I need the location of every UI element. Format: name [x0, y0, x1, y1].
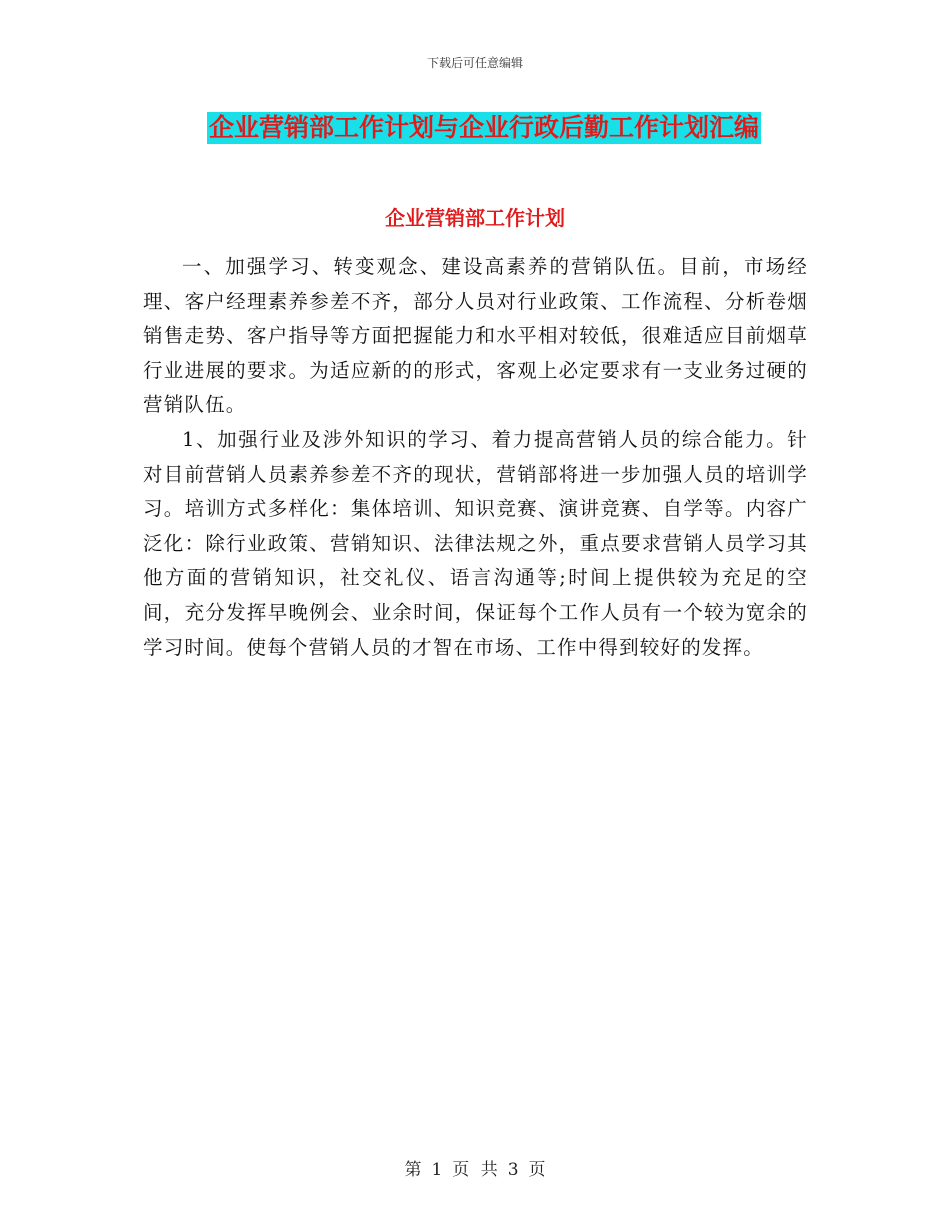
page-footer	[0, 1155, 950, 1180]
footer-suffix: 页	[528, 1160, 546, 1180]
footer-page-number: 1	[431, 1160, 443, 1180]
body-text	[143, 250, 808, 665]
header-note: 下载后可任意编辑	[426, 56, 523, 70]
section-title: 企业营销部工作计划	[385, 206, 565, 230]
footer-prefix: 第	[404, 1160, 422, 1180]
footer-total-pages: 3	[507, 1160, 519, 1180]
footer-middle: 页 共	[452, 1160, 498, 1180]
paragraph-2: 1、加强行业及涉外知识的学习、着力提高营销人员的综合能力。针对目前营销人员素养参差不齐的现状，营销部将进一步加强人员的培训学习。培训方式多样化：集体培训、知识竞赛、演讲竞赛、自学等。内容广泛化：除行业政策、营销知识、法律法规之外，重点要求营销人员学习其他方面的营销知识，社交礼仪、语言沟通等;时间上提供较为充足的空间，充分发挥早晚例会、业余时间，保证每个工作人员有一个较为宽余的学习时间。使每个营销人员的才智在市场、工作中得到较好的发挥。	[143, 427, 808, 659]
main-title-container	[207, 112, 761, 144]
main-title: 企业营销部工作计划与企业行政后勤工作计划汇编	[209, 113, 760, 142]
paragraph-1: 一、加强学习、转变观念、建设高素养的营销队伍。目前，市场经理、客户经理素养参差不齐，部分人员对行业政策、工作流程、分析卷烟销售走势、客户指导等方面把握能力和水平相对较低，很难适应目前烟草行业进展的要求。为适应新的的形式，客观上必定要求有一支业务过硬的营销队伍。	[143, 255, 808, 417]
